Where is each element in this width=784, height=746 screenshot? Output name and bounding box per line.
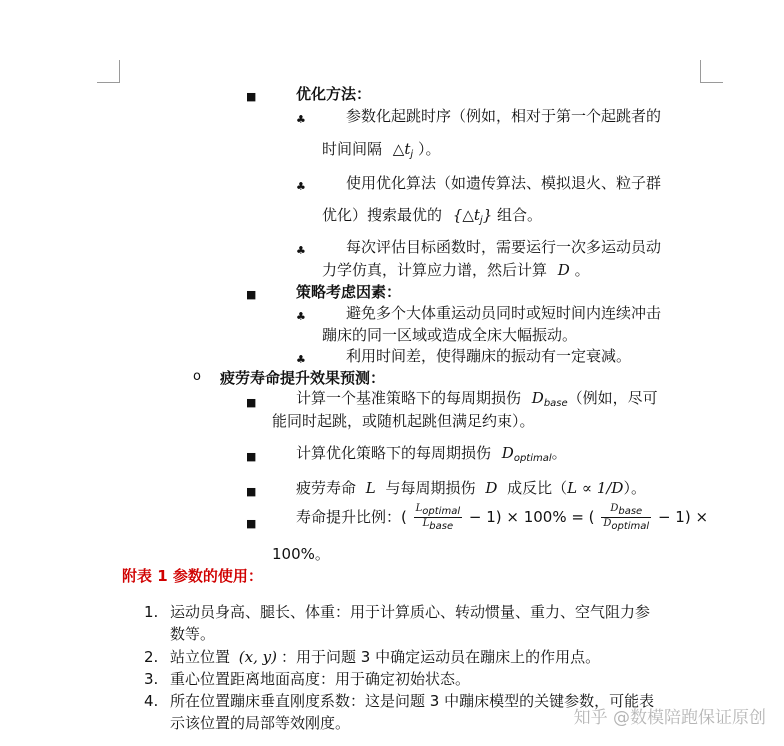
heading-fatigue: 疲劳寿命提升效果预测： <box>220 369 386 387</box>
opt-item3-line1: 每次评估目标函数时，需要运行一次多运动员动 <box>346 238 662 256</box>
square-bullet: ■ <box>246 396 257 409</box>
appendix-item1-line1: 运动员身高、腿长、体重：用于计算质心、转动惯量、重力、空气阻力参 <box>170 603 651 621</box>
crop-mark-top-left <box>97 60 120 83</box>
opt-item1-line1: 参数化起跳时序（例如，相对于第一个起跳者的 <box>346 107 662 125</box>
club-bullet: ♣ <box>296 113 306 126</box>
fatigue-item2: 计算优化策略下的每周期损伤 $D_{optimal}$。 <box>296 444 567 464</box>
strategy-item2-line1: 利用时间差，使得蹦床的振动有一定衰减。 <box>346 347 632 365</box>
club-bullet: ♣ <box>296 244 306 257</box>
square-bullet: ■ <box>246 485 257 498</box>
fatigue-item1-line1: 计算一个基准策略下的每周期损伤 $D_{base}$（例如，尽可 <box>296 389 658 409</box>
club-bullet: ♣ <box>296 353 306 366</box>
heading-strategy: 策略考虑因素： <box>296 283 402 301</box>
strategy-item1-line2: 蹦床的同一区域或造成全床大幅振动。 <box>322 326 578 344</box>
crop-mark-top-right <box>700 60 723 83</box>
square-bullet: ■ <box>246 450 257 463</box>
square-bullet: ■ <box>246 90 257 103</box>
opt-item1-line2: 时间间隔 $\triangle t_j$ ）。 <box>322 140 441 160</box>
fatigue-item4-formula: 寿命提升比例：( $\frac{\text{Loptimal}}{\text{Lbase}}$ − 1) × 100% = ( $\frac{\text{Dbase}}{\text{Doptimal}}$ − 1) × <box>296 503 709 532</box>
fraction-l-optimal-over-l-base: $\frac{\text{Loptimal}}{\text{Lbase}}$ <box>415 503 461 532</box>
appendix-number-4: 4. <box>144 692 159 710</box>
fatigue-item1-line2: 能同时起跳，或随机起跳但满足约束）。 <box>272 412 535 430</box>
opt-item2-line1: 使用优化算法（如遗传算法、模拟退火、粒子群 <box>346 174 662 192</box>
fraction-d-base-over-d-optimal: $\frac{\text{Dbase}}{\text{Doptimal}}$ <box>603 503 650 532</box>
appendix-title: 附表 1 参数的使用： <box>122 567 263 585</box>
appendix-number-1: 1. <box>144 603 159 621</box>
fatigue-item4-line2: 100%。 <box>272 545 330 563</box>
appendix-item3: 重心位置距离地面高度：用于确定初始状态。 <box>170 670 471 688</box>
appendix-item4-line2: 示该位置的局部等效刚度。 <box>170 714 351 732</box>
fatigue-item3: 疲劳寿命 L 与每周期损伤 D 成反比（L ∝ 1/D）。 <box>296 479 646 497</box>
opt-item3-line2: 力学仿真，计算应力谱，然后计算 D 。 <box>322 261 590 279</box>
square-bullet: ■ <box>246 517 257 530</box>
club-bullet: ♣ <box>296 180 306 193</box>
appendix-number-3: 3. <box>144 670 159 688</box>
watermark: 知乎 @数模陪跑保证原创 <box>573 708 766 729</box>
heading-opt-method: 优化方法： <box>296 85 372 103</box>
circle-bullet: o <box>193 369 201 384</box>
square-bullet: ■ <box>246 288 257 301</box>
appendix-number-2: 2. <box>144 648 159 666</box>
club-bullet: ♣ <box>296 310 306 323</box>
opt-item2-line2: 优化）搜索最优的 $\{\triangle t_j\}$ 组合。 <box>322 206 543 226</box>
appendix-item2: 站立位置 (x, y) ：用于问题 3 中确定运动员在蹦床上的作用点。 <box>170 648 601 666</box>
appendix-item1-line2: 数等。 <box>170 625 216 643</box>
appendix-item4-line1: 所在位置蹦床垂直刚度系数：这是问题 3 中蹦床模型的关键参数，可能表 <box>170 692 655 710</box>
strategy-item1-line1: 避免多个大体重运动员同时或短时间内连续冲击 <box>346 304 662 322</box>
